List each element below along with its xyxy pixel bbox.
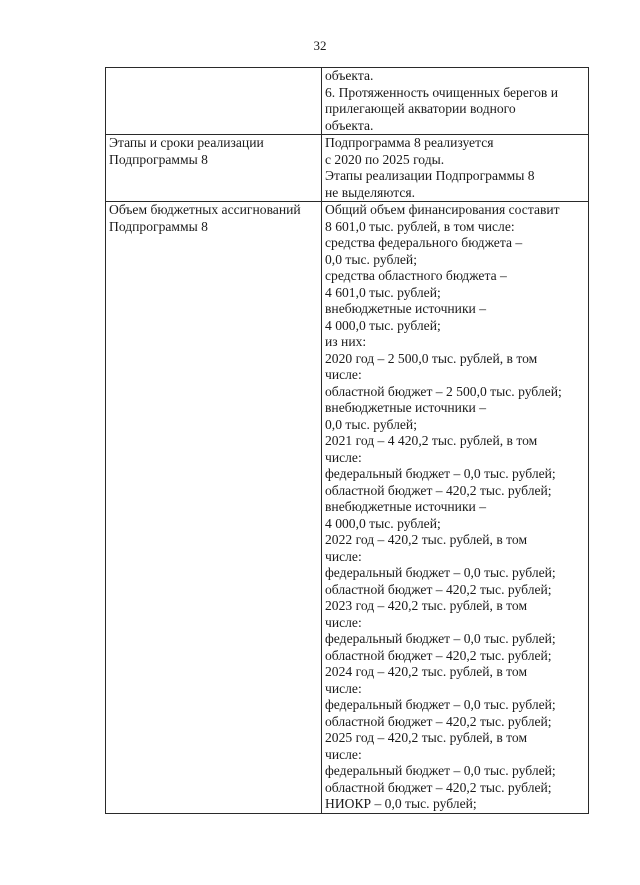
row-label-cell	[106, 202, 322, 814]
label-line: Этапы и сроки реализации	[109, 135, 264, 150]
value-line: 2024 год – 420,2 тыс. рублей, в том	[325, 664, 528, 679]
value-line: числе:	[325, 680, 362, 696]
value-line: внебюджетные источники –	[325, 499, 487, 514]
value-line: 2020 год – 2 500,0 тыс. рублей, в том	[325, 350, 538, 366]
value-line: Этапы реализации Подпрограммы 8	[325, 168, 535, 183]
value-line: прилегающей акватории водного	[325, 101, 516, 116]
label-line: Объем бюджетных ассигнований	[109, 202, 301, 217]
value-line: НИОКР – 0,0 тыс. рублей;	[325, 796, 477, 811]
value-line: областной бюджет – 420,2 тыс. рублей;	[325, 581, 552, 597]
value-line: федеральный бюджет – 0,0 тыс. рублей;	[325, 763, 556, 778]
row-value-cell	[322, 68, 589, 135]
value-line: 6. Протяженность очищенных берегов и	[325, 84, 559, 100]
value-line: 8 601,0 тыс. рублей, в том числе:	[325, 218, 515, 234]
value-line: областной бюджет – 2 500,0 тыс. рублей;	[325, 383, 562, 399]
value-line: числе:	[325, 548, 362, 564]
value-line: не выделяются.	[325, 184, 416, 200]
value-line: из них:	[325, 334, 367, 349]
row-label-cell	[106, 135, 322, 202]
page-number: 32	[313, 38, 327, 53]
table-body	[106, 68, 589, 814]
value-line: 0,0 тыс. рублей;	[325, 416, 417, 432]
value-line: областной бюджет – 420,2 тыс. рублей;	[325, 482, 552, 498]
value-line: средства областного бюджета –	[325, 268, 507, 283]
label-line: Подпрограммы 8	[109, 151, 208, 167]
value-line: 2025 год – 420,2 тыс. рублей, в том	[325, 730, 528, 745]
value-line: федеральный бюджет – 0,0 тыс. рублей;	[325, 565, 556, 580]
value-line: числе:	[325, 614, 362, 630]
value-line: числе:	[325, 449, 362, 465]
value-line: числе:	[325, 367, 362, 382]
value-line: федеральный бюджет – 0,0 тыс. рублей;	[325, 631, 556, 646]
value-line: внебюджетные источники –	[325, 400, 487, 415]
row-label-cell	[106, 68, 322, 135]
value-line: внебюджетные источники –	[325, 301, 487, 316]
value-line: 2023 год – 420,2 тыс. рублей, в том	[325, 598, 528, 613]
passport-table	[105, 67, 589, 814]
value-line: 4 601,0 тыс. рублей;	[325, 284, 441, 300]
value-line: областной бюджет – 420,2 тыс. рублей;	[325, 779, 552, 795]
value-line: числе:	[325, 746, 362, 762]
value-line: 2022 год – 420,2 тыс. рублей, в том	[325, 532, 528, 547]
table-row	[106, 68, 589, 135]
value-line: 0,0 тыс. рублей;	[325, 251, 417, 267]
value-line: Общий объем финансирования составит	[325, 202, 560, 217]
row-value-cell	[322, 202, 589, 814]
value-line: Подпрограмма 8 реализуется	[325, 135, 494, 150]
value-line: с 2020 по 2025 годы.	[325, 151, 445, 167]
value-line: федеральный бюджет – 0,0 тыс. рублей;	[325, 466, 556, 481]
table-row	[106, 135, 589, 202]
value-line: областной бюджет – 420,2 тыс. рублей;	[325, 713, 552, 729]
table-row	[106, 202, 589, 814]
value-line: 4 000,0 тыс. рублей;	[325, 515, 441, 531]
value-line: 2021 год – 4 420,2 тыс. рублей, в том	[325, 433, 538, 448]
value-line: средства федерального бюджета –	[325, 235, 523, 250]
value-line: областной бюджет – 420,2 тыс. рублей;	[325, 647, 552, 663]
value-line: объекта.	[325, 117, 374, 133]
label-line: Подпрограммы 8	[109, 218, 208, 234]
row-value-cell	[322, 135, 589, 202]
value-line: объекта.	[325, 68, 374, 83]
value-line: 4 000,0 тыс. рублей;	[325, 317, 441, 333]
value-line: федеральный бюджет – 0,0 тыс. рублей;	[325, 697, 556, 712]
